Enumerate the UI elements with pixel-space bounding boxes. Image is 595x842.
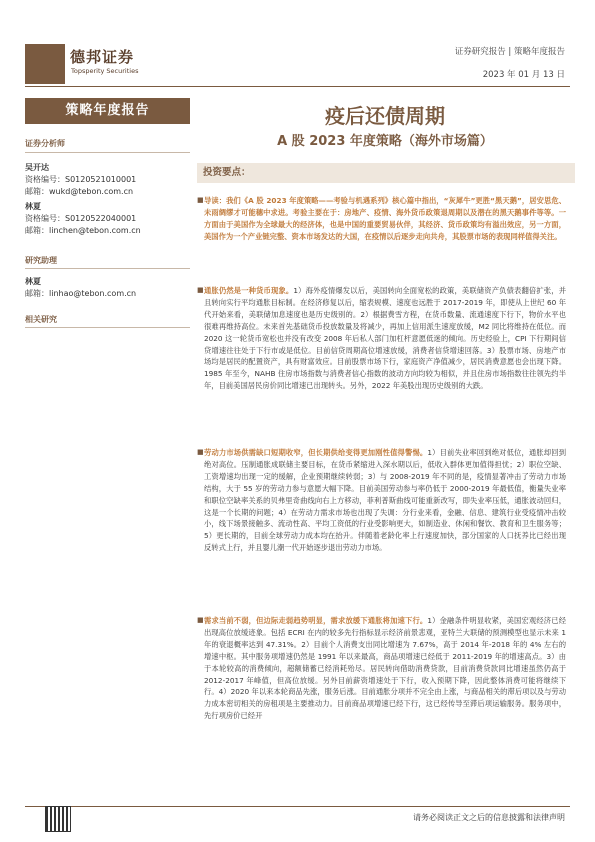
header-divider bbox=[25, 86, 570, 87]
assistant-name: 林夏 bbox=[25, 277, 41, 286]
bullet-icon: ■ bbox=[197, 196, 204, 204]
report-date: 2023 年 01 月 13 日 bbox=[482, 70, 565, 80]
footer-disclaimer: 请务必阅读正文之后的信息披露和法律声明 bbox=[413, 813, 565, 822]
key-points-heading: 投资要点： bbox=[197, 163, 575, 183]
analyst-email[interactable]: 邮箱：wukd@tebon.com.cn bbox=[25, 187, 134, 196]
paragraph-text: 1）金融条件明显收紧，美国宏观经济已经出现高位放缓迹象。包括 ECRI 在内的较多先行指标显示经济前景悲观，亚特兰大联储的预测模型也显示未来 1 年的衰退概率达到 47.31%。2）目前个人消费支出同比增速为 7.67%，高于 2014 年-2018 年的 4% 左右的增速中枢。其中服务项增速仍然是 1991 年以来最高，商品项增速已经低于 2011-2019 年的增速高点。3）由于本轮较高的消费倾向，超额储蓄已经消耗殆尽。居民转向借助消费贷款，目前消费贷款同比增速虽然仍高于 2012-2017 年峰值，但高位放缓。另外目前薪资增速处于下行，收入预期下降，因此整体消费可能将继续下行。4）2020 年以来本轮商品先涨，服务后涨。目前通胀分项并不完全由上涨，与商品相关的滞后项以及与劳动力成本密切相关的房租项是主要推动力。目前商品项增速已经下行，这已经传导至滞后项运输服务。服务项中，先行项房价已经开 bbox=[204, 616, 566, 721]
company-name: 德邦证券 bbox=[70, 48, 135, 66]
company-name-en: Topsperity Securities bbox=[71, 67, 139, 75]
paragraph-lead: 通胀仍然是一种货币现象。 bbox=[204, 286, 294, 295]
paragraph-intro bbox=[197, 195, 566, 243]
qr-code-icon bbox=[45, 806, 71, 832]
paragraph-text: 1）目前失业率回到绝对低位，通胀却回到绝对高位。压制通胀成联储主要目标，在货币紧缩进入深水期以后，低收入群体更加值得担忧；2）职位空缺、工资增速均出现一定的缓解，企业预期继续转弱；3）与 2008-2019 年不同的是，疫情显著冲击了劳动力市场结构，大于 55 岁的劳动力参与意愿大幅下降。目前美国劳动参与率仍低于 2000-2019 年最低值，衡量失业率和职位空缺率关系的贝弗里奇曲线向右上方移动，菲利普斯曲线可能重新改写，即失业率压低，通胀波动回归，这是一个长期的问题；4）在劳动力需求市场也出现了失调：分行业来看，金融、信息、建筑行业受疫情冲击较小，线下场景接触多、流动性高、平均工资低的行业受影响更大，如制造业、休闲和餐饮、教育和卫生服务等；5）更长期的，目前全球劳动力成本均在抬升。伴随着老龄化率上行速度加快，部分国家的人口抚养比已经出现反转式上行，并且婴儿潮一代开始逐步退出劳动力市场。 bbox=[204, 448, 566, 553]
paragraph-labor bbox=[197, 447, 566, 554]
paragraph-lead: 劳动力市场供需缺口短期收窄，但长期供给变得更加刚性值得警惕。 bbox=[204, 448, 428, 457]
paragraph-lead: 需求当前不弱，但边际走弱趋势明显，需求放缓下通胀将加速下行。 bbox=[204, 616, 428, 625]
paragraph-demand bbox=[197, 615, 566, 722]
assistant-heading: 研究助理 bbox=[25, 256, 57, 265]
analyst-name: 吴开达 bbox=[25, 163, 49, 172]
bullet-icon: ■ bbox=[197, 286, 204, 294]
bullet-icon: ■ bbox=[197, 448, 204, 456]
assistant-email[interactable]: 邮箱：linhao@tebon.com.cn bbox=[25, 289, 137, 298]
analysts-heading: 证券分析师 bbox=[25, 139, 65, 148]
report-subtitle: A 股 2023 年度策略（海外市场篇） bbox=[277, 134, 493, 149]
sidebar-divider bbox=[25, 152, 190, 153]
bullet-icon: ■ bbox=[197, 616, 204, 624]
related-heading: 相关研究 bbox=[25, 315, 57, 324]
company-logo-icon bbox=[25, 44, 65, 84]
sidebar-title: 策略年度报告 bbox=[25, 98, 190, 124]
analyst-email[interactable]: 邮箱：linchen@tebon.com.cn bbox=[25, 226, 141, 235]
report-type: 证券研究报告 | 策略年度报告 bbox=[454, 47, 565, 57]
paragraph-text: 1）海外疫情爆发以后，美国转向全面宽松的政策，美联储资产负债表翻倍扩张，并且转向实行平均通胀目标制。在经济修复以后，缩表规模、速度也远胜于 2017-2019 年，即使从上世纪 60 年代开始来看，美联储加息速度也是历史级别的。2）根据费雪方程，在货币数量、流通速度下行下，物价水平也很难再维持高位。未来首先基础货币投放数量及将减少，再加上信用派生速度放缓，M2 同比将维持在低位。而 2020 这一轮货币宽松也并没有改变 2008 年后私人部门加杠杆意愿低迷的倾向。历史经验上，CPI 下行期间信贷增速往往处于下行市或是低位。目前信贷周期高位增速放缓，消费者信贷增速回落。3）股票市场、房地产市场均是居民的配置资产，具有财富效应。目前股票市场下行，家庭资产净值减少，居民消费意愿也会出现下降。1985 年至今，NAHB 住房市场指数与消费者信心指数的波动方向均较为相似，并且住房市场指数往往领先约半年，目前美国居民房价同比增速已出现转头。另外，2022 年美股出现历史级别的大跌。 bbox=[204, 286, 567, 391]
analyst-cert: 资格编号：S0120521010001 bbox=[25, 175, 137, 184]
analyst-cert: 资格编号：S0120522040001 bbox=[25, 214, 137, 223]
report-title: 疫后还债周期 bbox=[325, 104, 445, 128]
sidebar-divider bbox=[25, 327, 190, 328]
analyst-name: 林夏 bbox=[25, 202, 41, 211]
paragraph-lead: 导读：我们《A 股 2023 年度策略——考验与机遇系列》核心篇中指出，“灰犀牛”更胜“黑天鹅”，居安思危、未雨绸缪才可能穗中求进。考验主要在于：房地产、疫情、海外货币政策退周期以及潜在的黑天鹅事件等等。一方面由于美国作为全球最大的经济体，也是中国的重要贸易伙伴，其经济、货币政策均有溢出效应，另一方面，美国作为一个产业链完整、资本市场发达的大国，在疫情以后逐步走向共舟，其股票市场的表现同样值得关注。 bbox=[204, 196, 566, 241]
paragraph-inflation bbox=[197, 285, 567, 392]
sidebar-divider bbox=[25, 268, 190, 269]
footer-divider bbox=[25, 806, 570, 807]
